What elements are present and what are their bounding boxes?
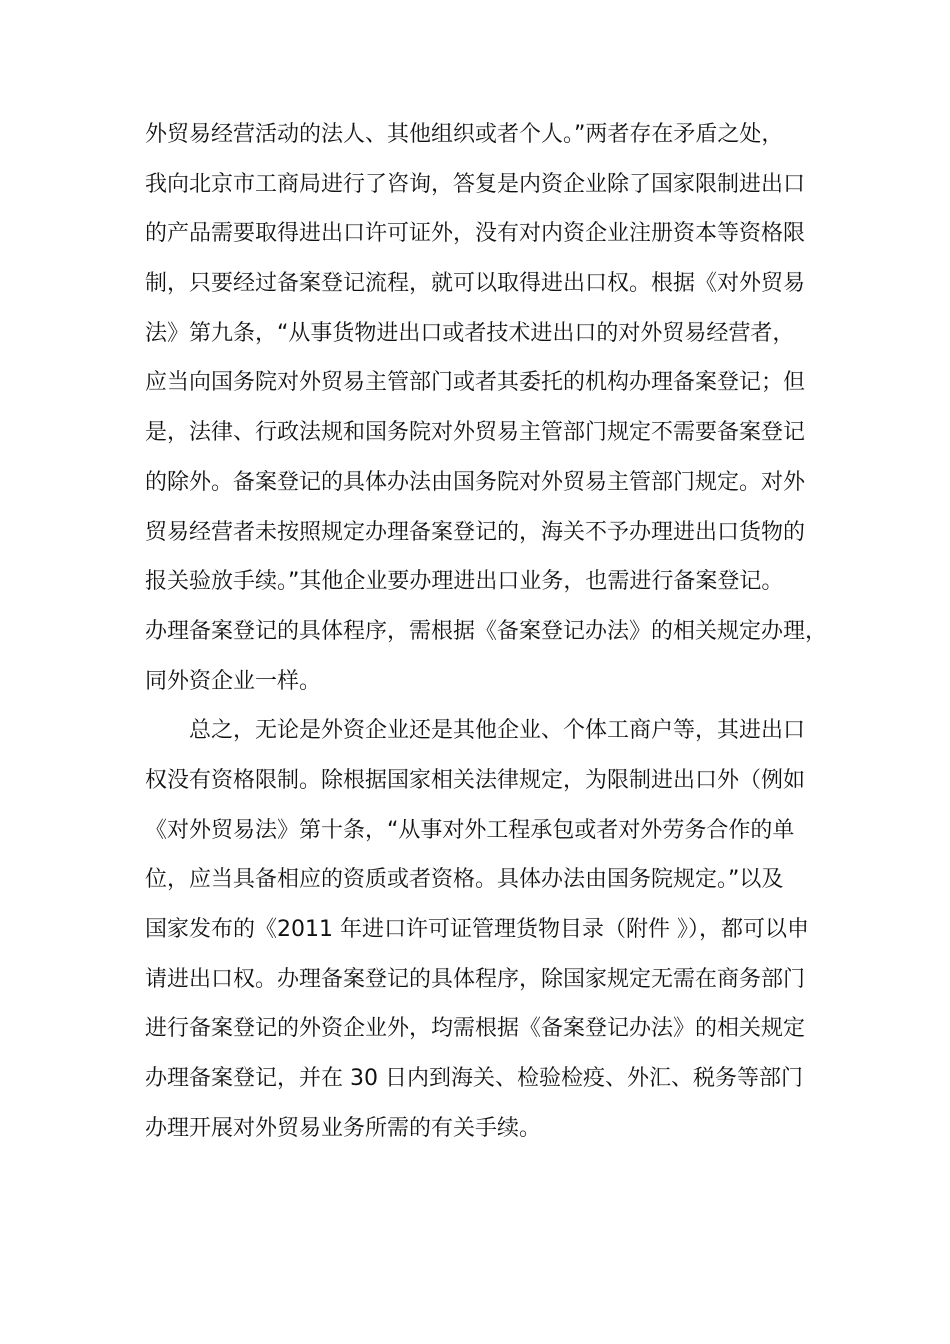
text-line: 法》第九条，“从事货物进出口或者技术进出口的对外贸易经营者， [145, 320, 795, 346]
text-line: 是，法律、行政法规和国务院对外贸易主管部门规定不需要备案登记 [145, 420, 806, 446]
text-line: 贸易经营者未按照规定办理备案登记的，海关不予办理进出口货物的 [145, 519, 806, 545]
text-line: 应当向国务院对外贸易主管部门或者其委托的机构办理备案登记；但 [145, 370, 806, 396]
text-line: 进行备案登记的外资企业外，均需根据《备案登记办法》的相关规定 [145, 1016, 806, 1042]
text-line: 的除外。备案登记的具体办法由国务院对外贸易主管部门规定。对外 [145, 469, 806, 495]
body-text [145, 110, 828, 1153]
text-line: 《对外贸易法》第十条，“从事对外工程承包或者对外劳务合作的单 [145, 817, 795, 843]
text-line: 请进出口权。办理备案登记的具体程序，除国家规定无需在商务部门 [145, 966, 806, 992]
paragraph-2 [145, 706, 815, 1153]
text-line: 权没有资格限制。除根据国家相关法律规定，为限制进出口外（例如 [145, 767, 806, 793]
text-line: 制，只要经过备案登记流程，就可以取得进出口权。根据《对外贸易 [145, 271, 806, 297]
text-line: 的产品需要取得进出口许可证外，没有对内资企业注册资本等资格限 [145, 221, 806, 247]
text-line: 同外资企业一样。 [145, 668, 322, 694]
text-line: 报关验放手续。”其他企业要办理进出口业务，也需进行备案登记。 [145, 569, 784, 595]
paragraph-1 [145, 110, 828, 706]
text-line: 我向北京市工商局进行了咨询，答复是内资企业除了国家限制进出口 [145, 171, 806, 197]
text-line: 办理备案登记，并在 30 日内到海关、检验检疫、外汇、税务等部门 [145, 1066, 803, 1092]
text-line: 办理开展对外贸易业务所需的有关手续。 [145, 1115, 542, 1141]
text-line: 总之，无论是外资企业还是其他企业、个体工商户等，其进出口 [189, 718, 806, 744]
text-line: 外贸易经营活动的法人、其他组织或者个人。”两者存在矛盾之处， [145, 122, 784, 147]
text-line: 国家发布的《2011 年进口许可证管理货物目录（附件 》），都可以申 [145, 917, 809, 942]
text-line: 办理备案登记的具体程序，需根据《备案登记办法》的相关规定办理， [145, 618, 828, 644]
text-line: 位，应当具备相应的资质或者资格。具体办法由国务院规定。”以及 [145, 867, 784, 893]
